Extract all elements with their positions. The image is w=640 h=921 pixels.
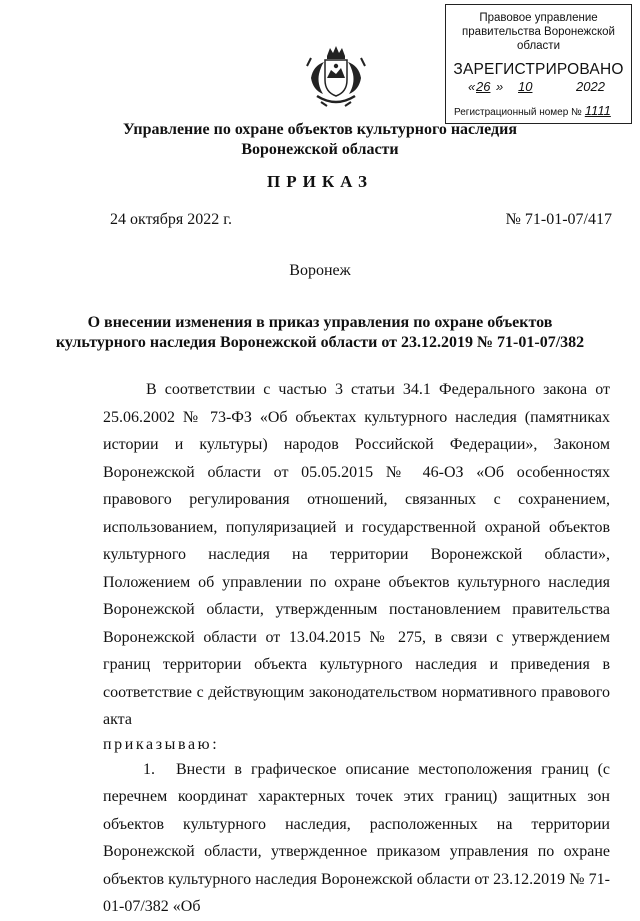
item-number: 1. <box>143 760 155 778</box>
subject-line2: культурного наследия Воронежской области от 23.12.2019 № 71-01-07/382 <box>55 334 585 351</box>
registration-stamp <box>445 4 632 124</box>
stamp-regnum-value: 1111 <box>584 103 611 118</box>
document-type: ПРИКАЗ <box>267 172 373 191</box>
document-number: № 71-01-07/417 <box>505 211 612 228</box>
document-subject <box>0 313 640 353</box>
stamp-regnum <box>454 103 611 118</box>
stamp-org: Правовое управление правительства Воронежской области <box>462 12 615 52</box>
document-city: Воронеж <box>289 262 351 279</box>
organization-title <box>0 120 640 160</box>
stamp-regnum-label: Регистрационный номер № <box>454 107 582 118</box>
document-date: 24 октября 2022 г. <box>110 211 232 228</box>
preamble-paragraph: В соответствии с частью 3 статьи 34.1 Федерального закона от 25.06.2002 № 73-ФЗ «Об объектах культурного наследия (памятниках истории и культуры) народов Российской Федерации», Законом Воронежской области от 05.05.2015 № 46-ОЗ «Об особенностях правового регулирования отношений, связанных с сохранением, использованием, популяризацией и государственной охраной объектов культурного наследия на территории Воронежской области», Положением об управлении по охране объектов культурного наследия Воронежской области, утвержденным постановлением правительства Воронежской области от 13.04.2015 № 275, в связи с утверждением границ территории объекта культурного наследия и приведения в соответствие с действующим законодательством нормативного правового акта <box>103 381 610 728</box>
organization-title-line2: Воронежской области <box>241 141 399 158</box>
item-text: Внести в графическое описание местоположения границ (с перечнем координат характерных точек этих границ) защитных зон объектов культурного наследия, расположенных на территории Воронежской области, утвержденное приказом управления по охране объектов культурного наследия Воронежской области от 23.12.2019 № 71-01-07/382 «Об <box>103 760 610 915</box>
subject-line1: О внесении изменения в приказ управления по охране объектов <box>87 314 553 331</box>
stamp-year: 2022 <box>576 79 605 94</box>
coat-of-arms-icon <box>305 44 367 110</box>
stamp-month: 10 <box>518 79 533 94</box>
organization-title-line1: Управление по охране объектов культурного наследия <box>123 121 517 138</box>
order-word: приказываю: <box>103 735 220 753</box>
stamp-date: « 26 » 10 2022 <box>468 79 605 94</box>
order-item-1 <box>103 756 610 921</box>
stamp-day: 26 <box>476 79 491 94</box>
stamp-registered: ЗАРЕГИСТРИРОВАНО <box>453 61 624 78</box>
document-body <box>103 376 610 921</box>
